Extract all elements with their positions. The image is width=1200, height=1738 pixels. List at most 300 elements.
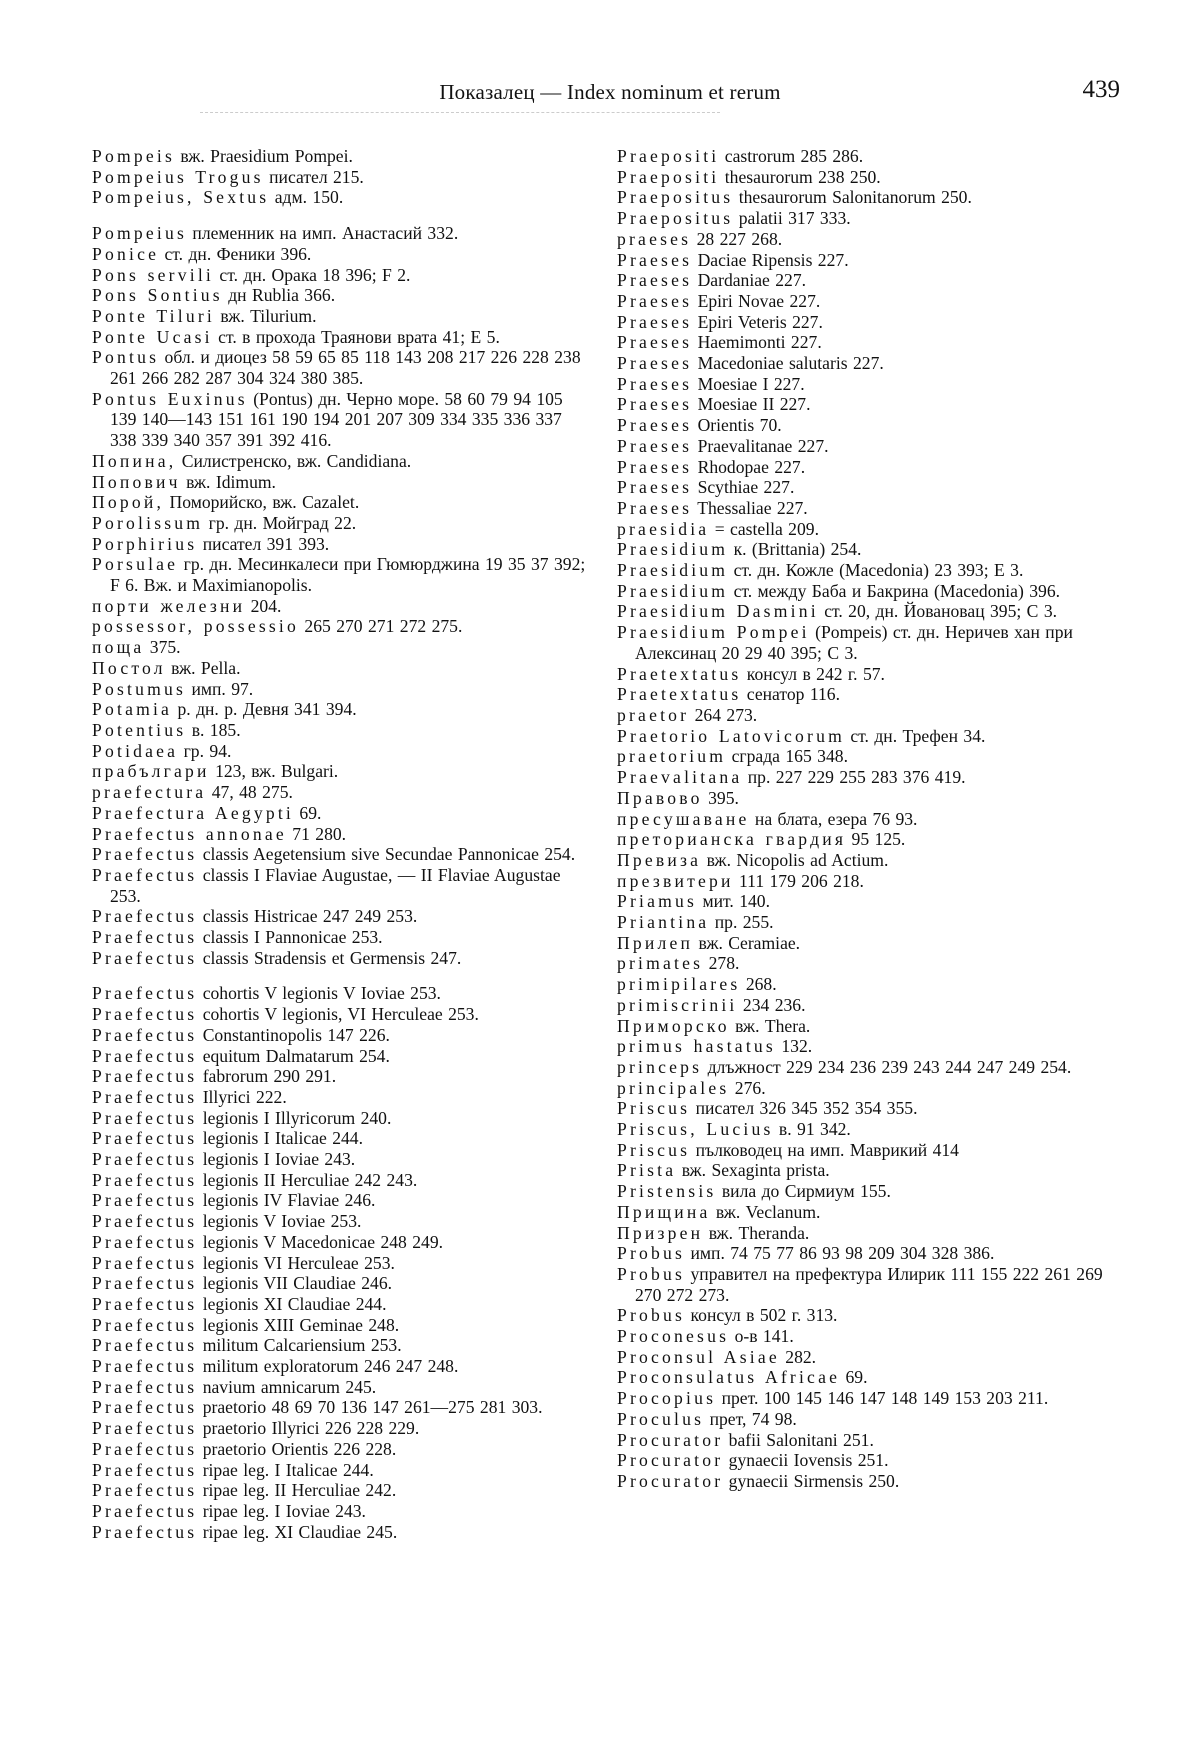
entry-text: legionis XI Claudiae 244. — [202, 1293, 387, 1314]
entry-headword: Priscus — [617, 1098, 691, 1119]
entry-text: = castella 209. — [714, 518, 819, 539]
entry-headword: Приморско — [617, 1015, 730, 1036]
entry-headword: Praeses — [617, 290, 693, 311]
entry-text: дн Rublia 366. — [228, 285, 336, 306]
index-entry — [92, 1273, 590, 1294]
entry-text: в. 185. — [191, 719, 241, 740]
entry-headword: Постол — [92, 657, 166, 678]
entry-text: 278. — [708, 953, 740, 974]
entry-headword: Praefectus — [92, 1045, 198, 1066]
entry-text: сграда 165 348. — [731, 746, 848, 767]
entry-text: имп. 74 75 77 86 93 98 209 304 328 386. — [690, 1243, 995, 1264]
entry-headword: презвитери — [617, 870, 734, 891]
index-entry — [92, 187, 590, 208]
entry-text: вж. Praesidium Pompei. — [180, 146, 353, 166]
index-entry — [92, 761, 590, 782]
index-entry — [92, 927, 590, 948]
index-entry — [617, 1181, 1117, 1202]
index-entry — [92, 244, 590, 265]
entry-headword: Praefectus — [92, 1397, 198, 1418]
entry-headword: Proconsulatus Africae — [617, 1367, 841, 1388]
entry-headword: praeses — [617, 228, 692, 249]
entry-headword: Praefectus — [92, 1086, 198, 1107]
entry-headword: Pompeius, Sextus — [92, 187, 270, 208]
entry-text: Haemimonti 227. — [697, 332, 822, 353]
entry-text: 265 270 271 272 275. — [304, 616, 463, 637]
index-entry — [617, 229, 1117, 250]
entry-headword: Prista — [617, 1160, 677, 1181]
header-rule — [200, 112, 720, 113]
index-entry — [617, 788, 1117, 809]
entry-headword: Praefectus — [92, 927, 198, 948]
index-entry — [617, 477, 1117, 498]
entry-text: classis Stradensis et Germensis 247. — [202, 947, 462, 968]
entry-headword: primus hastatus — [617, 1036, 776, 1057]
index-entry — [617, 1036, 1117, 1057]
index-entry — [617, 250, 1117, 271]
index-entry — [92, 265, 590, 286]
entry-text: Praevalitanae 227. — [697, 435, 829, 456]
index-entry — [617, 664, 1117, 685]
index-entry — [92, 1046, 590, 1067]
entry-headword: Praepositus — [617, 208, 734, 229]
entry-headword: Praefectus — [92, 1356, 198, 1377]
entry-text: к. (Brittania) 254. — [733, 539, 862, 560]
entry-text: Thessaliae 227. — [697, 497, 808, 518]
index-entry — [92, 492, 590, 513]
index-entry — [92, 1356, 590, 1377]
entry-headword: Praeses — [617, 497, 693, 518]
entry-headword: praetor — [617, 704, 690, 725]
index-entry — [92, 596, 590, 617]
index-entry — [92, 844, 590, 865]
index-entry — [617, 1223, 1117, 1244]
entry-text: пр. 255. — [714, 912, 774, 933]
entry-text: bafii Salonitani 251. — [728, 1429, 874, 1450]
entry-text: 268. — [745, 974, 777, 995]
entry-headword: Ponice — [92, 243, 160, 264]
entry-headword: преторианска гвардия — [617, 829, 847, 850]
entry-text: ст. дн. Кожле (Macedonia) 23 393; E 3. — [733, 560, 1024, 581]
index-entry — [617, 1450, 1117, 1471]
entry-headword: primiscrinii — [617, 994, 738, 1015]
index-entry — [617, 1140, 1117, 1161]
entry-text: Daciae Ripensis 227. — [697, 249, 849, 270]
entry-text: вж. Idimum. — [186, 471, 276, 492]
entry-headword: Praefectus — [92, 1211, 198, 1232]
entry-text: пр. 227 229 255 283 376 419. — [747, 767, 966, 788]
index-entry — [617, 498, 1117, 519]
entry-text: Epiri Novae 227. — [697, 290, 821, 311]
entry-headword: Pompeius — [92, 223, 188, 244]
entry-text: Поморийско, вж. Cazalet. — [169, 492, 360, 513]
entry-text: консул в 502 г. 313. — [690, 1305, 838, 1326]
entry-headword: Praefectus — [92, 1501, 198, 1521]
entry-text: legionis I Ioviae 243. — [202, 1149, 356, 1170]
index-entry — [92, 1480, 590, 1501]
entry-text: 132. — [781, 1036, 813, 1057]
entry-text: гр. дн. Месинкалеси при Гюмюрджина 19 35 37 392; F 6. Вж. и Maximianopolis. — [110, 554, 586, 596]
index-entry — [92, 1170, 590, 1191]
index-entry — [617, 601, 1117, 622]
entry-text: gynaecii Sirmensis 250. — [728, 1471, 900, 1491]
entry-headword: Praefectus — [92, 1376, 198, 1397]
entry-text: ripae leg. I Ioviae 243. — [202, 1501, 366, 1521]
right-column — [617, 146, 1117, 1492]
entry-text: Dardaniae 227. — [697, 270, 807, 291]
index-entry — [92, 1004, 590, 1025]
index-entry — [92, 306, 590, 327]
entry-text: адм. 150. — [274, 187, 344, 208]
entry-headword: Proconsul Asiae — [617, 1346, 780, 1367]
entry-headword: Probus — [617, 1243, 686, 1264]
entry-headword: Praesidium — [617, 560, 729, 581]
entry-text: thesaurorum 238 250. — [724, 166, 881, 187]
entry-text: Illyrici 222. — [202, 1086, 287, 1107]
entry-text: legionis II Herculiae 242 243. — [202, 1169, 418, 1190]
entry-text: (Pontus) дн. Черно море. 58 60 79 94 105 139 140—143 151 161 190 194 201 207 309 334 335 336 337 338 339 340 357 391 392 416. — [110, 388, 563, 451]
entry-headword: Praefectus — [92, 1314, 198, 1335]
entry-text: legionis V Macedonicae 248 249. — [202, 1231, 444, 1252]
index-entry — [617, 1471, 1117, 1492]
index-entry — [92, 741, 590, 762]
entry-headword: Praefectus — [92, 1418, 198, 1439]
index-entry — [617, 809, 1117, 830]
index-entry — [617, 436, 1117, 457]
index-entry — [617, 1264, 1117, 1305]
index-entry — [617, 622, 1117, 663]
entry-headword: Praefectura Aegypti — [92, 802, 294, 823]
entry-text: вж. Theranda. — [708, 1222, 810, 1243]
index-entry — [617, 1409, 1117, 1430]
entry-text: Moesiae I 227. — [697, 373, 805, 394]
index-entry — [92, 1211, 590, 1232]
entry-headword: Praesidium Pompei — [617, 622, 810, 643]
index-entry — [617, 291, 1117, 312]
index-entry — [92, 472, 590, 493]
entry-headword: Praepositi — [617, 146, 720, 166]
entry-text: ripae leg. XI Claudiae 245. — [202, 1521, 398, 1542]
entry-text: ripae leg. II Herculiae 242. — [202, 1480, 397, 1501]
index-entry — [617, 1430, 1117, 1451]
index-entry — [92, 1232, 590, 1253]
index-entry — [617, 705, 1117, 726]
entry-headword: Praefectus — [92, 906, 198, 927]
entry-headword: praesidia — [617, 518, 710, 539]
entry-text: militum exploratorum 246 247 248. — [202, 1356, 459, 1377]
entry-text: Силистренско, вж. Candidiana. — [181, 450, 412, 471]
index-entry — [92, 1294, 590, 1315]
index-entry — [617, 974, 1117, 995]
entry-headword: Potamia — [92, 699, 173, 720]
entry-text: Orientis 70. — [697, 415, 782, 436]
entry-text: вж. Sexaginta prista. — [681, 1160, 830, 1181]
index-entry — [617, 312, 1117, 333]
entry-headword: Praefectus — [92, 1335, 198, 1356]
entry-text: Constantinopolis 147 226. — [202, 1024, 390, 1045]
index-entry — [92, 1377, 590, 1398]
index-entry — [92, 1108, 590, 1129]
entry-text: гр. дн. Мойград 22. — [208, 512, 357, 533]
index-entry — [617, 539, 1117, 560]
index-entry — [617, 560, 1117, 581]
index-entry — [92, 451, 590, 472]
entry-text: legionis VI Herculeae 253. — [202, 1252, 395, 1273]
index-entry — [617, 1388, 1117, 1409]
index-entry — [617, 953, 1117, 974]
entry-text: 95 125. — [851, 829, 906, 850]
entry-headword: Porolissum — [92, 512, 204, 533]
entry-text: 375. — [149, 637, 181, 658]
entry-text: вж. Pella. — [171, 657, 241, 678]
entry-headword: Попина, — [92, 450, 177, 471]
index-entry — [92, 1501, 590, 1522]
entry-text: прет, 74 98. — [709, 1408, 797, 1429]
entry-headword: Praefectus — [92, 1273, 198, 1294]
entry-headword: Praefectus — [92, 1024, 198, 1045]
entry-text: cohortis V legionis, VI Herculeae 253. — [202, 1004, 479, 1025]
entry-headword: Praepositi — [617, 166, 720, 187]
entry-headword: Praetextatus — [617, 663, 742, 684]
index-entry — [92, 1087, 590, 1108]
index-entry — [617, 726, 1117, 747]
entry-text: gynaecii Iovensis 251. — [728, 1450, 889, 1471]
entry-text: Epiri Veteris 227. — [697, 311, 823, 332]
entry-text: classis I Pannonicae 253. — [202, 927, 383, 948]
entry-text: equitum Dalmatarum 254. — [202, 1045, 390, 1066]
index-entry — [617, 1367, 1117, 1388]
index-entry — [92, 1066, 590, 1087]
entry-text: 71 280. — [292, 823, 347, 844]
index-entry — [92, 534, 590, 555]
entry-text: 204. — [250, 595, 282, 616]
entry-headword: Potentius — [92, 719, 187, 740]
index-entry — [617, 187, 1117, 208]
entry-text: 282. — [785, 1346, 817, 1367]
entry-text: длъжност 229 234 236 239 243 244 247 249 254. — [707, 1056, 1072, 1077]
entry-headword: Praesidium — [617, 539, 729, 560]
entry-headword: Probus — [617, 1263, 686, 1284]
entry-text: castrorum 285 286. — [724, 146, 864, 166]
entry-headword: Pons Sontius — [92, 285, 223, 306]
index-entry — [617, 933, 1117, 954]
entry-text: 47, 48 275. — [211, 782, 293, 803]
entry-headword: Прищина — [617, 1201, 711, 1222]
index-entry — [92, 803, 590, 824]
entry-text: писател 326 345 352 354 355. — [695, 1098, 918, 1119]
entry-headword: primates — [617, 953, 704, 974]
index-entry — [617, 415, 1117, 436]
index-entry — [92, 616, 590, 637]
index-entry — [617, 1098, 1117, 1119]
entry-text: ст. дн. Феники 396. — [164, 243, 312, 264]
entry-headword: Praefectus — [92, 1231, 198, 1252]
index-entry — [92, 983, 590, 1004]
entry-text: (Pompeis) ст. дн. Неричев хан при Алексинац 20 29 40 395; C 3. — [635, 622, 1073, 663]
entry-text: 395. — [708, 787, 739, 808]
index-entry — [617, 1078, 1117, 1099]
index-entry — [92, 1149, 590, 1170]
entry-text: писател 215. — [269, 166, 364, 187]
entry-headword: Praeses — [617, 353, 693, 374]
page-header — [100, 76, 1120, 114]
entry-text: ст. между Баба и Бакрина (Macedonia) 396. — [733, 580, 1061, 601]
entry-text: в. 91 342. — [778, 1119, 851, 1140]
entry-text: племенник на имп. Анастасий 332. — [192, 223, 459, 244]
entry-headword: Praefectus annonae — [92, 823, 287, 844]
entry-headword: Praefectus — [92, 1190, 198, 1211]
entry-text: praetorio Orientis 226 228. — [202, 1438, 397, 1459]
index-entry — [617, 1202, 1117, 1223]
entry-headword: Praeses — [617, 477, 693, 498]
index-entry — [617, 208, 1117, 229]
entry-text: ст. 20, дн. Йовановац 395; C 3. — [824, 601, 1058, 622]
index-entry — [92, 699, 590, 720]
entry-headword: primipilares — [617, 974, 741, 995]
entry-text: вж. Nicopolis ad Actium. — [706, 849, 889, 870]
index-entry — [617, 1243, 1117, 1264]
entry-headword: Praeses — [617, 270, 693, 291]
entry-headword: Praefectus — [92, 844, 198, 865]
entry-text: navium amnicarum 245. — [202, 1376, 377, 1397]
entry-text: на блата, езера 76 93. — [754, 808, 918, 829]
entry-headword: пресушаване — [617, 808, 750, 829]
entry-text: legionis I Italicae 244. — [202, 1128, 364, 1149]
entry-headword: Praefectus — [92, 947, 198, 968]
entry-headword: Praefectus — [92, 1004, 198, 1025]
entry-text: 69. — [845, 1367, 868, 1388]
index-entry — [92, 1335, 590, 1356]
entry-headword: Praefectus — [92, 1128, 198, 1149]
index-entry — [92, 906, 590, 927]
entry-headword: Priamus — [617, 891, 698, 912]
entry-text: ст. в прохода Траянови врата 41; E 5. — [218, 326, 500, 347]
index-entry — [92, 167, 590, 188]
entry-text: praetorio 48 69 70 136 147 261—275 281 303. — [202, 1397, 543, 1418]
entry-headword: Praeses — [617, 415, 693, 436]
left-column — [92, 146, 590, 1542]
index-entry — [92, 679, 590, 700]
index-entry — [92, 1025, 590, 1046]
entry-headword: Praeses — [617, 373, 693, 394]
index-entry — [617, 353, 1117, 374]
entry-text: сенатор 116. — [746, 684, 840, 705]
entry-headword: Praefectus — [92, 1107, 198, 1128]
index-entry — [92, 1253, 590, 1274]
entry-text: о-в 141. — [734, 1326, 794, 1347]
entry-text: ст. дн. Орака 18 396; F 2. — [219, 264, 411, 285]
entry-headword: Probus — [617, 1305, 686, 1326]
entry-text: вж. Ceramiae. — [698, 932, 801, 953]
index-entry — [617, 850, 1117, 871]
entry-headword: Призрен — [617, 1222, 704, 1243]
entry-text: 264 273. — [694, 704, 758, 725]
index-entry — [617, 581, 1117, 602]
entry-headword: Praeses — [617, 456, 693, 477]
index-entry — [92, 389, 590, 451]
index-entry — [617, 995, 1117, 1016]
index-entry — [92, 1418, 590, 1439]
entry-text: legionis VII Claudiae 246. — [202, 1273, 393, 1294]
entry-text: вила до Сирмиум 155. — [721, 1181, 891, 1202]
index-entry — [617, 1119, 1117, 1140]
entry-headword: Porphirius — [92, 533, 198, 554]
index-entry — [92, 824, 590, 845]
entry-text: legionis XIII Geminae 248. — [202, 1314, 400, 1335]
entry-headword: Ponte Tiluri — [92, 305, 216, 326]
index-entry — [92, 347, 590, 388]
entry-text: cohortis V legionis V Ioviae 253. — [202, 983, 441, 1004]
entry-headword: Priscus — [617, 1139, 691, 1160]
index-entry — [92, 658, 590, 679]
entry-text: ripae leg. I Italicae 244. — [202, 1459, 374, 1480]
entry-headword: praefectura — [92, 782, 207, 803]
entry-headword: поща — [92, 637, 145, 658]
index-entry — [92, 865, 590, 906]
entry-headword: Pompeius Trogus — [92, 166, 264, 187]
entry-text: 234 236. — [742, 994, 806, 1015]
index-entry — [92, 554, 590, 595]
entry-text: вж. Thera. — [735, 1015, 811, 1036]
index-entry — [617, 1160, 1117, 1181]
entry-text: 69. — [299, 802, 322, 823]
index-entry — [92, 948, 590, 969]
entry-text: legionis V Ioviae 253. — [202, 1211, 362, 1232]
entry-text: classis Histricae 247 249 253. — [202, 906, 418, 927]
entry-text: fabrorum 290 291. — [202, 1066, 337, 1087]
index-entry — [92, 637, 590, 658]
index-entry — [617, 374, 1117, 395]
entry-headword: Praetextatus — [617, 684, 742, 705]
entry-headword: Priscus, Lucius — [617, 1119, 774, 1140]
entry-headword: Porsulae — [92, 554, 179, 575]
running-title: Показалец — Index nominum et rerum — [439, 80, 781, 104]
entry-headword: Procurator — [617, 1471, 724, 1491]
entry-headword: Praefectus — [92, 1459, 198, 1480]
entry-text: вж. Veclanum. — [715, 1201, 821, 1222]
entry-headword: порти железни — [92, 595, 246, 616]
entry-headword: Praevalitana — [617, 767, 743, 788]
index-entry — [617, 332, 1117, 353]
entry-text: Rhodopae 227. — [697, 456, 806, 477]
entry-text: Scythiae 227. — [697, 477, 795, 498]
entry-headword: Praefectus — [92, 864, 198, 885]
entry-text: гр. 94. — [183, 740, 232, 761]
index-entry — [92, 1439, 590, 1460]
entry-headword: Pontus Euxinus — [92, 388, 248, 409]
entry-text: р. дн. р. Девня 341 394. — [177, 699, 357, 720]
entry-text: 276. — [734, 1077, 766, 1098]
entry-text: Moesiae II 227. — [697, 394, 811, 415]
index-entry — [617, 270, 1117, 291]
entry-headword: Превиза — [617, 849, 702, 870]
entry-text: вж. Tilurium. — [220, 305, 317, 326]
entry-headword: Praefectus — [92, 1480, 198, 1501]
index-entry — [617, 1057, 1117, 1078]
entry-headword: Praefectus — [92, 1066, 198, 1087]
entry-headword: Praeses — [617, 311, 693, 332]
entry-headword: Praefectus — [92, 1438, 198, 1459]
entry-headword: Praefectus — [92, 1149, 198, 1170]
entry-headword: Pontus — [92, 347, 160, 368]
entry-text: управител на префектура Илирик 111 155 222 261 269 270 272 273. — [635, 1263, 1103, 1305]
entry-text: militum Calcariensium 253. — [202, 1335, 402, 1356]
entry-text: ст. дн. Трефен 34. — [850, 725, 986, 746]
entry-headword: Praeses — [617, 435, 693, 456]
entry-headword: Pompeis — [92, 146, 176, 166]
index-entry — [617, 871, 1117, 892]
index-entry — [617, 519, 1117, 540]
